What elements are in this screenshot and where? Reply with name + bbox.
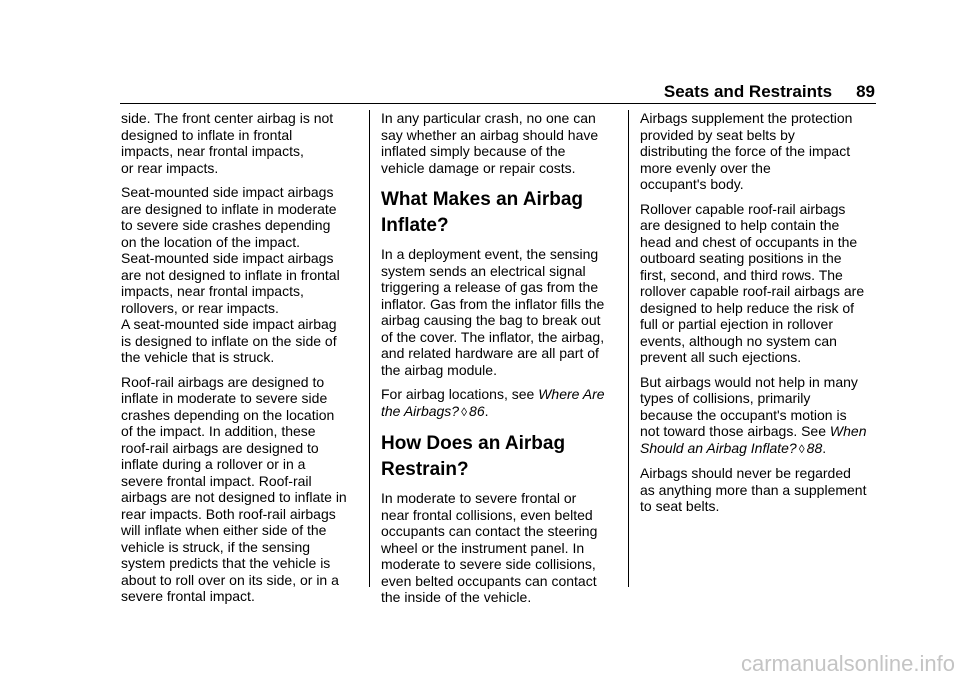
- paragraph: Rollover capable roof-rail airbags are designed to help contain the head and chest of occupants in the outboard seating positions in the first, second, and third rows. The rollover capable roof-rail airbags are designed to help reduce the risk of full or partial ejection in rollover events, although no system can prevent all such ejections.: [640, 200, 865, 365]
- paragraph-with-reference: [640, 374, 878, 458]
- column-1: [121, 110, 359, 613]
- paragraph: In a deployment event, the sensing system sends an electrical signal triggering a release of gas from the inflator. Gas from the inflator fills the airbag causing the bag to break out of the cover. The inflator, the airbag, and related hardware are all part of the airbag module.: [381, 246, 605, 378]
- reference-page-number[interactable]: 88: [806, 439, 823, 456]
- paragraph: In moderate to severe frontal or near frontal collisions, even belted occupants can contact the steering wheel or the instrument panel. In moderate to severe side collisions, even belted occupants can contact the inside of the vehicle.: [381, 490, 598, 605]
- page-reference-icon: ◊: [798, 441, 805, 456]
- page-reference-icon: ◊: [461, 404, 468, 419]
- paragraph: Roof-rail airbags are designed to inflate in moderate to severe side crashes depending on the location of the impact. In addition, these roof-rail airbags are designed to inflate during a rollover or in a severe frontal impact. Roof-rail airbags are not designed to inflate in rear impacts. Both roof-rail airbags will inflate when either side of the vehicle is struck, if the sensing system predicts that the vehicle is about to roll over on its side, or in a severe frontal impact.: [121, 373, 347, 604]
- paragraph: side. The front center airbag is not designed to inflate in frontal impacts, near frontal impacts, or rear impacts.: [121, 110, 334, 176]
- section-heading: How Does an Airbag Restrain?: [381, 433, 566, 480]
- cross-reference-link[interactable]: When Should an Airbag Inflate?: [640, 423, 867, 456]
- ref-suffix: .: [484, 402, 489, 419]
- section-title: Seats and Restraints: [663, 82, 833, 101]
- paragraph: In any particular crash, no one can say whether an airbag should have inflated simply because of the vehicle damage or repair costs.: [381, 110, 599, 176]
- column-3: [640, 110, 878, 523]
- ref-prefix: For airbag locations, see: [381, 386, 539, 402]
- column-2: [381, 110, 621, 614]
- paragraph: A seat-mounted side impact airbag is designed to inflate on the side of the vehicle that is struck.: [121, 316, 337, 365]
- page-header: [0, 82, 875, 102]
- column-divider: [628, 110, 629, 587]
- header-rule: [120, 103, 876, 104]
- reference-page-number[interactable]: 86: [469, 402, 485, 419]
- ref-prefix: But airbags would not help in many types of collisions, primarily because the occupant's motion is not toward those airbags. See: [640, 373, 858, 439]
- section-heading: What Makes an Airbag Inflate?: [381, 189, 584, 236]
- cross-reference-link[interactable]: Where Are the Airbags?: [381, 386, 605, 419]
- paragraph: Airbags supplement the protection provided by seat belts by distributing the force of the impact more evenly over the occupant's body.: [640, 110, 853, 192]
- column-divider: [369, 110, 370, 587]
- paragraph-with-reference: [381, 386, 621, 420]
- ref-suffix: .: [822, 439, 827, 456]
- paragraph: Airbags should never be regarded as anything more than a supplement to seat belts.: [640, 465, 867, 514]
- page-number: 89: [856, 82, 875, 101]
- watermark-text: carmanualsonline.info: [740, 651, 955, 676]
- paragraph: Seat-mounted side impact airbags are designed to inflate in moderate to severe side crashes depending on the location of the impact. Seat-mounted side impact airbags are not designed to inflate in frontal impacts, near frontal impacts, rollovers, or rear impacts.: [121, 184, 340, 316]
